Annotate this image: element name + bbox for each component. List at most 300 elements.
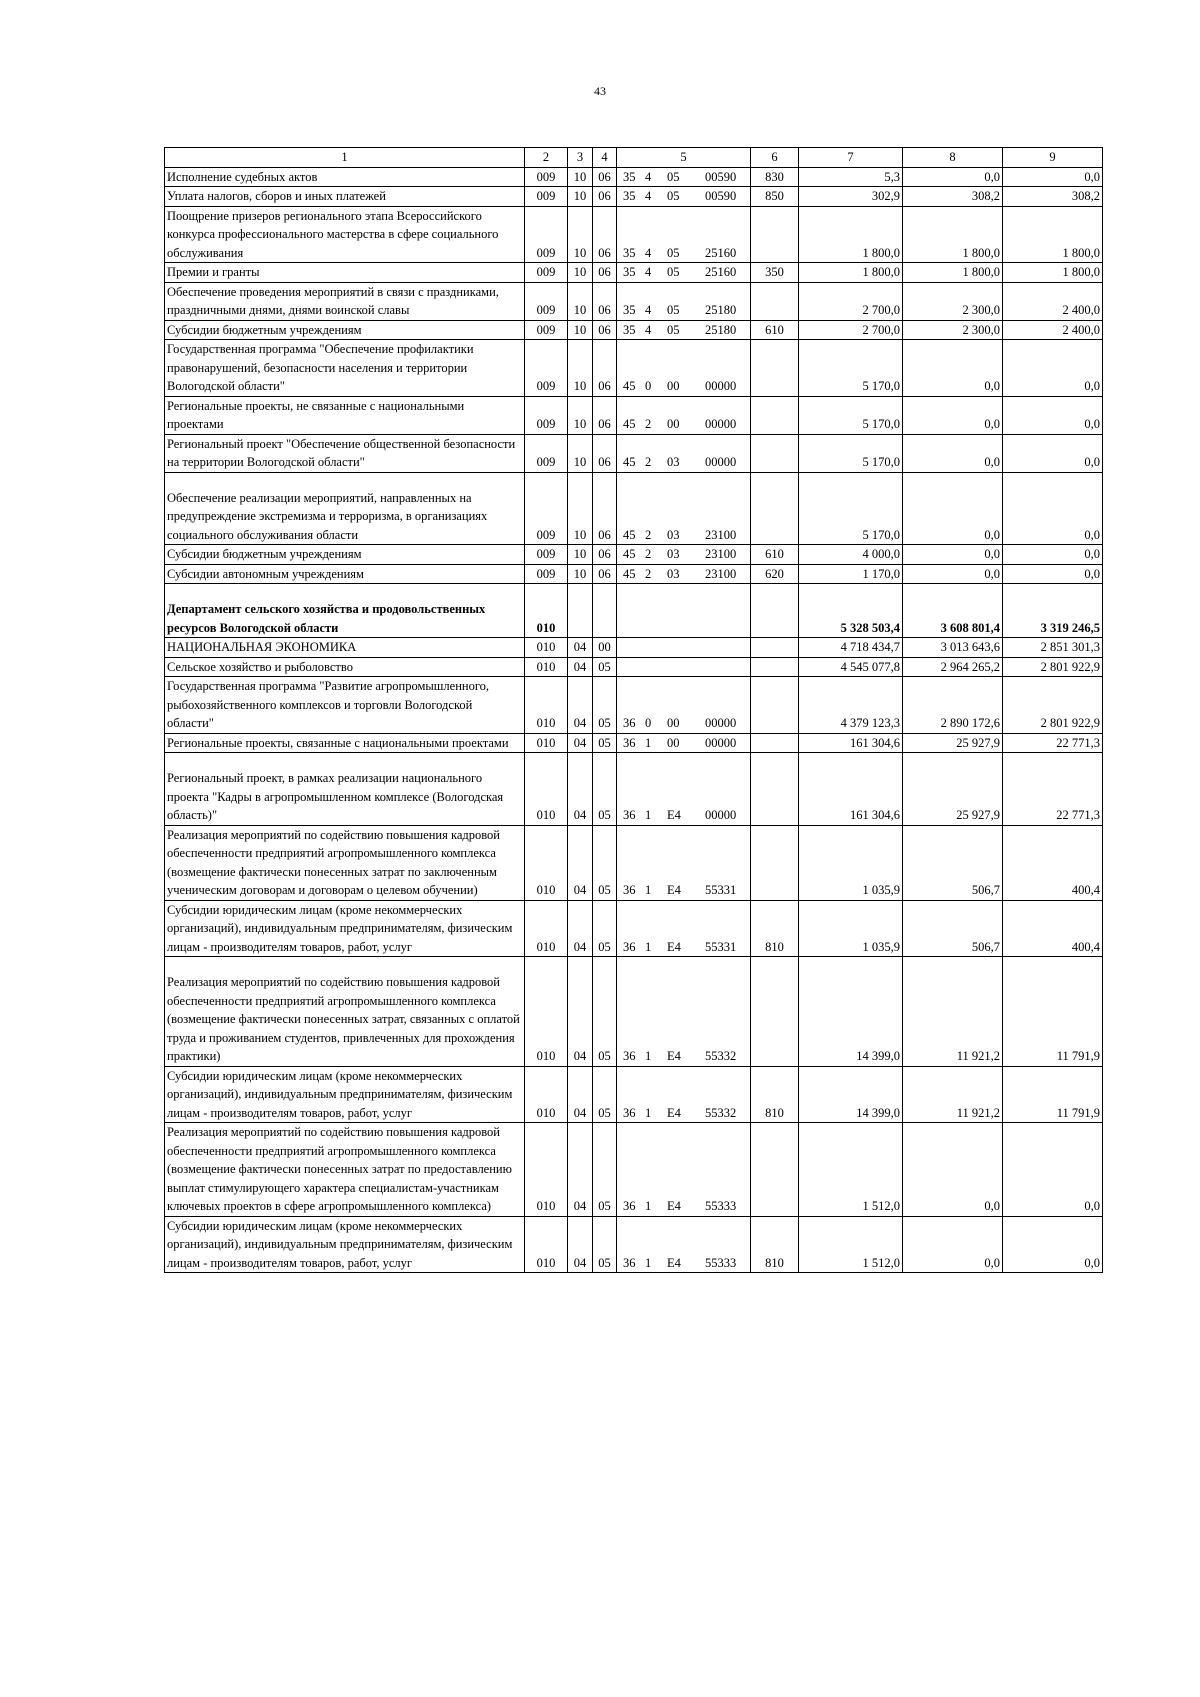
- row-target-article: [617, 900, 751, 957]
- row-target-article: [617, 340, 751, 397]
- table-row: [165, 1066, 1103, 1123]
- row-amount-year-3: 11 791,9: [1003, 957, 1103, 1067]
- row-amount-year-3: 0,0: [1003, 564, 1103, 584]
- table-header: [165, 148, 1103, 168]
- target-article-part-4: 55332: [705, 1049, 737, 1063]
- row-admin-code: 010: [525, 677, 568, 734]
- row-amount-year-2: 0,0: [903, 545, 1003, 565]
- row-expense-type: 810: [751, 1216, 799, 1273]
- target-article-part-4: 00000: [705, 716, 737, 730]
- row-amount-year-3: 0,0: [1003, 472, 1103, 545]
- row-admin-code: 009: [525, 206, 568, 263]
- target-article-part-1: 35: [623, 169, 636, 184]
- table-row: [165, 282, 1103, 320]
- target-article-part-1: 45: [623, 417, 636, 431]
- target-article-part-4: 00000: [705, 735, 737, 750]
- row-amount-year-1: 1 035,9: [799, 825, 903, 900]
- row-name: Государственная программа "Развитие агропромышленного, рыбохозяйственного комплексов и торговли Вологодской области": [165, 677, 525, 734]
- target-article-part-1: 36: [623, 939, 636, 954]
- target-article-part-1: 35: [623, 245, 636, 260]
- row-subsection-code: 05: [593, 753, 617, 826]
- row-amount-year-2: 506,7: [903, 825, 1003, 900]
- row-section-code: 04: [568, 638, 593, 658]
- row-name: Субсидии юридическим лицам (кроме некоммерческих организаций), индивидуальным предпринимателям, физическим лицам - производителям товаров, работ, услуг: [165, 1216, 525, 1273]
- target-article-part-1: 36: [623, 1049, 636, 1063]
- row-expense-type: [751, 753, 799, 826]
- row-subsection-code: 06: [593, 472, 617, 545]
- row-amount-year-1: 5 170,0: [799, 434, 903, 472]
- row-amount-year-2: 0,0: [903, 167, 1003, 187]
- target-article-part-3: 00: [667, 735, 680, 750]
- target-article-part-2: 1: [645, 808, 652, 822]
- row-admin-code: 010: [525, 1066, 568, 1123]
- row-amount-year-3: 1 800,0: [1003, 206, 1103, 263]
- row-amount-year-1: 5 170,0: [799, 472, 903, 545]
- row-amount-year-2: 3 013 643,6: [903, 638, 1003, 658]
- target-article-part-1: 36: [623, 716, 636, 730]
- target-article-part-3: 05: [667, 303, 680, 317]
- row-admin-code: 009: [525, 564, 568, 584]
- row-amount-year-3: 0,0: [1003, 167, 1103, 187]
- target-article-part-4: 55331: [705, 883, 737, 897]
- target-article-part-3: E4: [667, 1105, 681, 1120]
- target-article-part-4: 23100: [705, 527, 737, 542]
- row-name: Субсидии бюджетным учреждениям: [165, 320, 525, 340]
- row-expense-type: [751, 434, 799, 472]
- row-section-code: 10: [568, 340, 593, 397]
- row-amount-year-3: 0,0: [1003, 396, 1103, 434]
- row-amount-year-3: 400,4: [1003, 900, 1103, 957]
- row-amount-year-2: 25 927,9: [903, 753, 1003, 826]
- row-subsection-code: 06: [593, 434, 617, 472]
- row-section-code: 10: [568, 206, 593, 263]
- row-section-code: 04: [568, 1066, 593, 1123]
- row-admin-code: 009: [525, 167, 568, 187]
- target-article-part-2: 0: [645, 716, 652, 730]
- row-expense-type: 830: [751, 167, 799, 187]
- row-admin-code: 010: [525, 638, 568, 658]
- target-article-part-4: 25160: [705, 245, 737, 260]
- row-section-code: 10: [568, 320, 593, 340]
- row-name: Реализация мероприятий по содействию повышения кадровой обеспеченности предприятий агропромышленного комплекса (возмещение фактически понесенных затрат по предоставлению выплат стимулирующего характера специалистам-участникам ключевых проектов в сфере агропромышленного комплекса): [165, 1123, 525, 1217]
- target-article-part-3: 03: [667, 455, 680, 469]
- table-body: [165, 167, 1103, 1273]
- row-name: Уплата налогов, сборов и иных платежей: [165, 187, 525, 207]
- row-subsection-code: 05: [593, 1216, 617, 1273]
- header-col-9: 9: [1003, 148, 1103, 168]
- row-admin-code: 009: [525, 472, 568, 545]
- row-admin-code: 009: [525, 396, 568, 434]
- row-admin-code: 010: [525, 957, 568, 1067]
- row-target-article: [617, 545, 751, 565]
- row-section-code: 10: [568, 472, 593, 545]
- table-row: [165, 434, 1103, 472]
- target-article-part-4: 00590: [705, 169, 737, 184]
- target-article-part-4: 00000: [705, 417, 737, 431]
- target-article-part-2: 4: [645, 169, 652, 184]
- row-subsection-code: 05: [593, 900, 617, 957]
- row-expense-type: [751, 825, 799, 900]
- row-amount-year-3: 0,0: [1003, 1123, 1103, 1217]
- target-article-part-3: 03: [667, 566, 680, 581]
- row-amount-year-1: 4 718 434,7: [799, 638, 903, 658]
- row-name: Реализация мероприятий по содействию повышения кадровой обеспеченности предприятий агропромышленного комплекса (возмещение фактически понесенных затрат по заключенным ученическим договорам и договорам о целевом обучении): [165, 825, 525, 900]
- row-admin-code: 009: [525, 434, 568, 472]
- row-expense-type: [751, 733, 799, 753]
- row-subsection-code: [593, 584, 617, 638]
- row-amount-year-3: 0,0: [1003, 340, 1103, 397]
- target-article-part-3: 00: [667, 379, 680, 393]
- table-row: [165, 733, 1103, 753]
- target-article-part-1: 45: [623, 547, 636, 561]
- row-amount-year-3: 400,4: [1003, 825, 1103, 900]
- row-target-article: [617, 584, 751, 638]
- header-col-1: 1: [165, 148, 525, 168]
- row-name: Премии и гранты: [165, 263, 525, 283]
- row-amount-year-2: 2 300,0: [903, 282, 1003, 320]
- row-amount-year-1: 14 399,0: [799, 957, 903, 1067]
- row-subsection-code: 06: [593, 167, 617, 187]
- row-expense-type: [751, 340, 799, 397]
- row-name: Реализация мероприятий по содействию повышения кадровой обеспеченности предприятий агропромышленного комплекса (возмещение фактически понесенных затрат, связанных с оплатой труда и проживанием студентов, привлеченных для прохождения практики): [165, 957, 525, 1067]
- row-target-article: [617, 638, 751, 658]
- row-target-article: [617, 825, 751, 900]
- row-expense-type: 850: [751, 187, 799, 207]
- target-article-part-2: 2: [645, 455, 652, 469]
- target-article-part-3: E4: [667, 1199, 681, 1213]
- target-article-part-1: 35: [623, 189, 636, 203]
- target-article-part-3: 03: [667, 547, 680, 561]
- row-admin-code: 009: [525, 282, 568, 320]
- target-article-part-3: 05: [667, 169, 680, 184]
- row-section-code: 10: [568, 167, 593, 187]
- row-target-article: [617, 1216, 751, 1273]
- row-subsection-code: 06: [593, 320, 617, 340]
- row-amount-year-1: 4 379 123,3: [799, 677, 903, 734]
- row-amount-year-3: 2 801 922,9: [1003, 677, 1103, 734]
- target-article-part-2: 2: [645, 566, 652, 581]
- row-name: Обеспечение проведения мероприятий в связи с праздниками, праздничными днями, днями воинской славы: [165, 282, 525, 320]
- row-amount-year-3: 22 771,3: [1003, 753, 1103, 826]
- table-row: [165, 584, 1103, 638]
- target-article-part-4: 23100: [705, 566, 737, 581]
- table-row: [165, 753, 1103, 826]
- target-article-part-2: 4: [645, 303, 652, 317]
- target-article-part-3: 03: [667, 527, 680, 542]
- target-article-part-3: 00: [667, 417, 680, 431]
- row-amount-year-2: 0,0: [903, 396, 1003, 434]
- row-admin-code: 010: [525, 753, 568, 826]
- target-article-part-3: 00: [667, 716, 680, 730]
- header-col-3: 3: [568, 148, 593, 168]
- target-article-part-1: 35: [623, 303, 636, 317]
- row-amount-year-2: 0,0: [903, 434, 1003, 472]
- row-target-article: [617, 1066, 751, 1123]
- row-name: Департамент сельского хозяйства и продовольственных ресурсов Вологодской области: [165, 584, 525, 638]
- target-article-part-2: 4: [645, 189, 652, 203]
- table-row: [165, 564, 1103, 584]
- target-article-part-1: 35: [623, 322, 636, 337]
- row-amount-year-3: 1 800,0: [1003, 263, 1103, 283]
- target-article-part-1: 45: [623, 566, 636, 581]
- row-expense-type: [751, 1123, 799, 1217]
- target-article-part-4: 25180: [705, 303, 737, 317]
- table-row: [165, 638, 1103, 658]
- row-expense-type: 610: [751, 320, 799, 340]
- table-row: [165, 396, 1103, 434]
- row-section-code: 04: [568, 1123, 593, 1217]
- row-name: Государственная программа "Обеспечение профилактики правонарушений, безопасности населения и территории Вологодской области": [165, 340, 525, 397]
- target-article-part-3: 05: [667, 189, 680, 203]
- target-article-part-4: 25160: [705, 265, 737, 279]
- row-expense-type: [751, 638, 799, 658]
- target-article-part-2: 1: [645, 1199, 652, 1213]
- row-amount-year-3: 308,2: [1003, 187, 1103, 207]
- header-col-7: 7: [799, 148, 903, 168]
- header-row: [165, 148, 1103, 168]
- row-subsection-code: 06: [593, 263, 617, 283]
- row-subsection-code: 00: [593, 638, 617, 658]
- row-section-code: 04: [568, 957, 593, 1067]
- target-article-part-2: 2: [645, 547, 652, 561]
- row-amount-year-1: 1 800,0: [799, 206, 903, 263]
- row-amount-year-1: 4 545 077,8: [799, 657, 903, 677]
- row-name: Региональные проекты, не связанные с национальными проектами: [165, 396, 525, 434]
- row-amount-year-2: 2 890 172,6: [903, 677, 1003, 734]
- table-row: [165, 340, 1103, 397]
- row-amount-year-2: 11 921,2: [903, 957, 1003, 1067]
- target-article-part-3: E4: [667, 1049, 681, 1063]
- row-name: Поощрение призеров регионального этапа Всероссийского конкурса профессионального мастерства в сфере социального обслуживания: [165, 206, 525, 263]
- row-admin-code: 009: [525, 320, 568, 340]
- row-amount-year-2: 0,0: [903, 564, 1003, 584]
- row-amount-year-2: 308,2: [903, 187, 1003, 207]
- row-amount-year-2: 0,0: [903, 472, 1003, 545]
- target-article-part-2: 1: [645, 883, 652, 897]
- row-target-article: [617, 957, 751, 1067]
- row-amount-year-1: 5 170,0: [799, 396, 903, 434]
- row-subsection-code: 06: [593, 545, 617, 565]
- target-article-part-3: 05: [667, 245, 680, 260]
- row-amount-year-1: 14 399,0: [799, 1066, 903, 1123]
- target-article-part-3: 05: [667, 322, 680, 337]
- row-section-code: 04: [568, 753, 593, 826]
- target-article-part-1: 36: [623, 808, 636, 822]
- row-section-code: 10: [568, 187, 593, 207]
- target-article-part-1: 45: [623, 527, 636, 542]
- row-expense-type: [751, 396, 799, 434]
- row-amount-year-1: 1 800,0: [799, 263, 903, 283]
- row-amount-year-2: 0,0: [903, 1216, 1003, 1273]
- row-name: Субсидии юридическим лицам (кроме некоммерческих организаций), индивидуальным предпринимателям, физическим лицам - производителям товаров, работ, услуг: [165, 900, 525, 957]
- row-amount-year-3: 2 851 301,3: [1003, 638, 1103, 658]
- row-section-code: 04: [568, 825, 593, 900]
- target-article-part-4: 00000: [705, 455, 737, 469]
- row-admin-code: 009: [525, 545, 568, 565]
- table-row: [165, 1216, 1103, 1273]
- row-admin-code: 009: [525, 340, 568, 397]
- row-expense-type: 810: [751, 1066, 799, 1123]
- row-admin-code: 010: [525, 1216, 568, 1273]
- row-name: Региональные проекты, связанные с национальными проектами: [165, 733, 525, 753]
- row-section-code: 10: [568, 545, 593, 565]
- row-expense-type: 350: [751, 263, 799, 283]
- row-subsection-code: 06: [593, 340, 617, 397]
- target-article-part-4: 25180: [705, 322, 737, 337]
- target-article-part-3: E4: [667, 883, 681, 897]
- table-row: [165, 167, 1103, 187]
- target-article-part-2: 4: [645, 322, 652, 337]
- target-article-part-4: 55333: [705, 1255, 737, 1270]
- row-target-article: [617, 320, 751, 340]
- row-amount-year-3: 2 400,0: [1003, 320, 1103, 340]
- target-article-part-3: E4: [667, 1255, 681, 1270]
- target-article-part-3: E4: [667, 939, 681, 954]
- row-subsection-code: 06: [593, 187, 617, 207]
- row-amount-year-2: 2 964 265,2: [903, 657, 1003, 677]
- row-amount-year-1: 1 512,0: [799, 1123, 903, 1217]
- row-target-article: [617, 564, 751, 584]
- row-target-article: [617, 657, 751, 677]
- table-row: [165, 1123, 1103, 1217]
- target-article-part-2: 2: [645, 527, 652, 542]
- row-amount-year-1: 1 512,0: [799, 1216, 903, 1273]
- row-amount-year-2: 1 800,0: [903, 206, 1003, 263]
- target-article-part-1: 45: [623, 455, 636, 469]
- row-name: Субсидии бюджетным учреждениям: [165, 545, 525, 565]
- row-amount-year-3: 2 801 922,9: [1003, 657, 1103, 677]
- table-row: [165, 825, 1103, 900]
- row-expense-type: [751, 206, 799, 263]
- row-admin-code: 010: [525, 1123, 568, 1217]
- row-expense-type: [751, 957, 799, 1067]
- row-amount-year-3: 11 791,9: [1003, 1066, 1103, 1123]
- row-amount-year-1: 1 035,9: [799, 900, 903, 957]
- target-article-part-1: 36: [623, 1255, 636, 1270]
- table-row: [165, 206, 1103, 263]
- row-amount-year-3: 2 400,0: [1003, 282, 1103, 320]
- row-name: Исполнение судебных актов: [165, 167, 525, 187]
- target-article-part-2: 4: [645, 245, 652, 260]
- target-article-part-1: 36: [623, 1199, 636, 1213]
- target-article-part-2: 4: [645, 265, 652, 279]
- row-subsection-code: 06: [593, 564, 617, 584]
- row-amount-year-1: 1 170,0: [799, 564, 903, 584]
- row-expense-type: 610: [751, 545, 799, 565]
- table-row: [165, 472, 1103, 545]
- row-subsection-code: 05: [593, 1066, 617, 1123]
- row-section-code: 10: [568, 396, 593, 434]
- target-article-part-2: 1: [645, 1049, 652, 1063]
- row-name: Обеспечение реализации мероприятий, направленных на предупреждение экстремизма и терроризма, в организациях социального обслуживания области: [165, 472, 525, 545]
- target-article-part-1: 35: [623, 265, 636, 279]
- row-section-code: 10: [568, 564, 593, 584]
- row-target-article: [617, 187, 751, 207]
- target-article-part-1: 45: [623, 379, 636, 393]
- row-name: НАЦИОНАЛЬНАЯ ЭКОНОМИКА: [165, 638, 525, 658]
- target-article-part-2: 0: [645, 379, 652, 393]
- row-expense-type: [751, 677, 799, 734]
- row-subsection-code: 05: [593, 657, 617, 677]
- row-amount-year-3: 0,0: [1003, 1216, 1103, 1273]
- row-target-article: [617, 263, 751, 283]
- row-target-article: [617, 282, 751, 320]
- header-col-4: 4: [593, 148, 617, 168]
- table-row: [165, 677, 1103, 734]
- row-amount-year-2: 2 300,0: [903, 320, 1003, 340]
- row-target-article: [617, 206, 751, 263]
- row-target-article: [617, 1123, 751, 1217]
- row-subsection-code: 06: [593, 396, 617, 434]
- row-target-article: [617, 434, 751, 472]
- table-row: [165, 263, 1103, 283]
- page-number: 43: [594, 84, 606, 98]
- row-subsection-code: 06: [593, 206, 617, 263]
- row-expense-type: [751, 472, 799, 545]
- row-section-code: [568, 584, 593, 638]
- row-amount-year-1: 2 700,0: [799, 282, 903, 320]
- row-amount-year-2: 0,0: [903, 1123, 1003, 1217]
- target-article-part-3: 05: [667, 265, 680, 279]
- target-article-part-4: 00000: [705, 379, 737, 393]
- row-section-code: 10: [568, 263, 593, 283]
- row-amount-year-1: 4 000,0: [799, 545, 903, 565]
- table-row: [165, 657, 1103, 677]
- row-section-code: 04: [568, 657, 593, 677]
- table-row: [165, 957, 1103, 1067]
- row-section-code: 04: [568, 733, 593, 753]
- target-article-part-1: 36: [623, 1105, 636, 1120]
- header-col-8: 8: [903, 148, 1003, 168]
- row-admin-code: 010: [525, 657, 568, 677]
- target-article-part-2: 2: [645, 417, 652, 431]
- row-admin-code: 010: [525, 733, 568, 753]
- row-amount-year-3: 22 771,3: [1003, 733, 1103, 753]
- row-target-article: [617, 753, 751, 826]
- row-section-code: 04: [568, 900, 593, 957]
- row-admin-code: 009: [525, 187, 568, 207]
- row-amount-year-1: 5 328 503,4: [799, 584, 903, 638]
- row-name: Сельское хозяйство и рыболовство: [165, 657, 525, 677]
- header-col-2: 2: [525, 148, 568, 168]
- row-name: Региональный проект, в рамках реализации национального проекта "Кадры в агропромышленном комплексе (Вологодская область)": [165, 753, 525, 826]
- target-article-part-1: 36: [623, 735, 636, 750]
- row-subsection-code: 05: [593, 1123, 617, 1217]
- row-amount-year-2: 3 608 801,4: [903, 584, 1003, 638]
- row-amount-year-2: 506,7: [903, 900, 1003, 957]
- row-amount-year-2: 11 921,2: [903, 1066, 1003, 1123]
- row-amount-year-1: 302,9: [799, 187, 903, 207]
- table-row: [165, 187, 1103, 207]
- target-article-part-4: 23100: [705, 547, 737, 561]
- table-row: [165, 900, 1103, 957]
- row-amount-year-1: 2 700,0: [799, 320, 903, 340]
- row-amount-year-2: 25 927,9: [903, 733, 1003, 753]
- target-article-part-3: E4: [667, 808, 681, 822]
- row-admin-code: 009: [525, 263, 568, 283]
- row-section-code: 10: [568, 434, 593, 472]
- row-expense-type: [751, 584, 799, 638]
- target-article-part-2: 1: [645, 1255, 652, 1270]
- row-amount-year-1: 161 304,6: [799, 733, 903, 753]
- header-col-6: 6: [751, 148, 799, 168]
- row-amount-year-2: 0,0: [903, 340, 1003, 397]
- row-amount-year-3: 0,0: [1003, 434, 1103, 472]
- row-target-article: [617, 677, 751, 734]
- header-col-5: 5: [617, 148, 751, 168]
- row-name: Субсидии юридическим лицам (кроме некоммерческих организаций), индивидуальным предпринимателям, физическим лицам - производителям товаров, работ, услуг: [165, 1066, 525, 1123]
- row-name: Субсидии автономным учреждениям: [165, 564, 525, 584]
